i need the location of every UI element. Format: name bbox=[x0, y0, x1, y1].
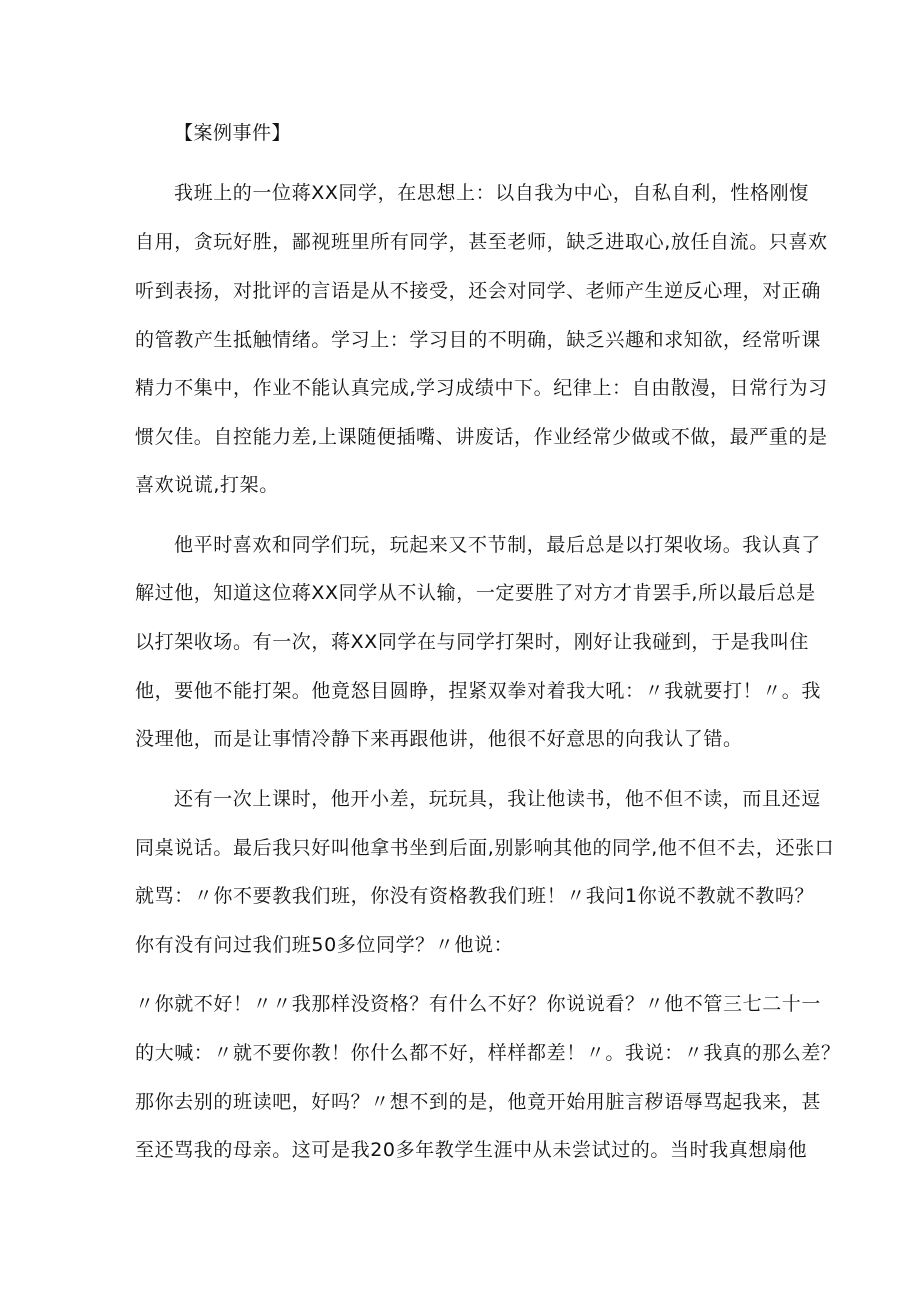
section-heading: 【案例事件】 bbox=[174, 122, 292, 144]
paragraph-line: 〃你就不好！〃〃我那样没资格？有什么不好？你说说看？〃他不管三七二十一 bbox=[135, 993, 822, 1015]
paragraph-line: 他平时喜欢和同学们玩，玩起来又不节制，最后总是以打架收场。我认真了 bbox=[174, 534, 821, 556]
paragraph-line: 没理他，而是让事情冷静下来再跟他讲，他很不好意思的向我认了错。 bbox=[135, 728, 743, 750]
paragraph-line: 你有没有问过我们班50多位同学？〃他说： bbox=[135, 934, 514, 956]
paragraph-line: 还有一次上课时，他开小差，玩玩具，我让他读书，他不但不读，而且还逗 bbox=[174, 788, 821, 810]
paragraph-line: 以打架收场。有一次，蒋XX同学在与同学打架时，刚好让我碰到，于是我叫住 bbox=[135, 631, 810, 653]
paragraph-line: 我班上的一位蒋XX同学，在思想上：以自我为中心，自私自利，性格刚愎 bbox=[174, 182, 809, 204]
paragraph-line: 的管教产生抵触情绪。学习上：学习目的不明确，缺乏兴趣和求知欲，经常听课 bbox=[135, 329, 822, 351]
paragraph-line: 喜欢说谎,打架。 bbox=[135, 474, 279, 496]
paragraph-line: 至还骂我的母亲。这可是我20多年教学生涯中从未尝试过的。当时我真想扇他 bbox=[135, 1139, 808, 1161]
paragraph-line: 同桌说话。最后我只好叫他拿书坐到后面,别影响其他的同学,他不但不去，还张口 bbox=[135, 837, 835, 859]
paragraph-line: 听到表扬，对批评的言语是从不接受，还会对同学、老师产生逆反心理，对正确 bbox=[135, 280, 822, 302]
paragraph-line: 那你去别的班读吧，好吗？〃想不到的是，他竟开始用脏言秽语辱骂起我来，甚 bbox=[135, 1091, 822, 1113]
paragraph-line: 惯欠佳。自控能力差,上课随便插嘴、讲废话，作业经常少做或不做，最严重的是 bbox=[135, 426, 828, 448]
paragraph-line: 自用，贪玩好胜，鄙视班里所有同学，甚至老师，缺乏进取心,放任自流。只喜欢 bbox=[135, 231, 828, 253]
paragraph-line: 解过他，知道这位蒋XX同学从不认输，一定要胜了对方才肯罢手,所以最后总是 bbox=[135, 582, 816, 604]
paragraph-line: 的大喊：〃就不要你教！你什么都不好，样样都差！〃。我说：〃我真的那么差？ bbox=[135, 1042, 841, 1064]
paragraph-line: 就骂：〃你不要教我们班，你没有资格教我们班！〃我问1你说不教就不教吗？ bbox=[135, 885, 815, 907]
paragraph-line: 精力不集中，作业不能认真完成,学习成绩中下。纪律上：自由散漫，日常行为习 bbox=[135, 377, 828, 399]
paragraph-line: 他，要他不能打架。他竟怒目圆睁，捏紧双拳对着我大吼：〃我就要打！〃。我 bbox=[135, 680, 822, 702]
